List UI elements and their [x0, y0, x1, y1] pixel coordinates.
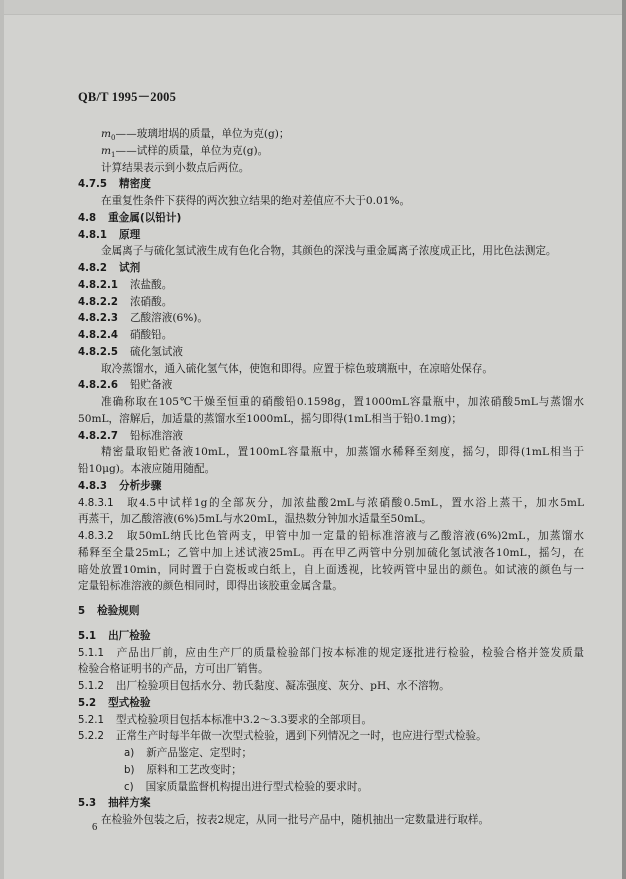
- clause-number: 5.1.2: [78, 681, 104, 692]
- standard-code-header: QB/T 1995－2005: [78, 90, 177, 104]
- variable-definition: [78, 126, 584, 143]
- list-text: 原料和工艺改变时；: [146, 763, 242, 776]
- clause-number: 4.8.2.2: [78, 296, 118, 308]
- clause-text: 浓硝酸。: [129, 295, 173, 308]
- variable-description: ——玻璃坩埚的质量，单位为克(g)；: [115, 128, 290, 140]
- section-number: 5.3: [78, 798, 97, 810]
- clause-number: 5.2.1: [78, 714, 104, 726]
- clause-text: 硫化氢试液: [129, 345, 183, 358]
- section-title: 试剂: [119, 262, 141, 274]
- section-number: 4.7.5: [78, 179, 108, 191]
- section-title: 检验规则: [97, 605, 140, 617]
- clause-text: 取4.5中试样1g的全部灰分，加浓盐酸2mL与浓硝酸0.5mL，置水浴上蒸干，加水5mL: [125, 496, 584, 509]
- clause-text: 出厂检验项目包括水分、勃氏黏度、凝冻强度、灰分、pH、水不溶物。: [115, 680, 450, 692]
- clause: [78, 678, 584, 695]
- section-number: 5.1: [78, 630, 97, 642]
- variable-symbol: $m_0$: [101, 128, 116, 143]
- clause-text: 产品出厂前，应由生产厂的质量检验部门按本标准的规定逐批进行检验，检验合格并签发质量: [115, 646, 584, 659]
- section-number: 4.8.1: [78, 229, 108, 241]
- clause: [78, 712, 584, 729]
- clause-number: 4.8.2.5: [78, 346, 118, 358]
- section-heading: [78, 227, 584, 244]
- clause: [78, 310, 584, 327]
- paragraph: 在重复性条件下获得的两次独立结果的绝对差值应不大于0.01%。: [101, 195, 411, 207]
- paragraph-continuation: 定量铅标准溶液的颜色相同时，即得出该胶重金属含量。: [78, 580, 343, 593]
- scan-left-edge: [0, 0, 4, 879]
- list-marker: a): [124, 748, 135, 759]
- paragraph-continuation: 暗处放置10min，同时置于白瓷板或白纸上，自上面透视，比较两管中显出的颜色。如试液的颜色与一: [78, 563, 584, 576]
- page-number: 6: [92, 822, 98, 833]
- list-marker: c): [124, 781, 134, 793]
- clause-number: 4.8.2.6: [78, 380, 118, 392]
- list-marker: b): [124, 764, 135, 776]
- section-number: 4.8.3: [78, 480, 108, 492]
- section-title: 分析步骤: [119, 479, 162, 492]
- paragraph: 取冷蒸馏水，通入硫化氢气体，使饱和即得。应置于棕色玻璃瓶中，在凉暗处保存。: [101, 362, 493, 375]
- paragraph: 金属离子与硫化氢试液生成有色化合物，其颜色的深浅与重金属离子浓度成正比，用比色法测定。: [101, 245, 557, 258]
- clause-number: 4.8.2.4: [78, 330, 118, 341]
- section-title: 出厂检验: [108, 629, 151, 642]
- subsection-heading: [78, 695, 584, 712]
- section-heading: [78, 478, 584, 495]
- paragraph-continuation: 50mL，溶解后，加适量的蒸馏水至1000mL，摇匀即得(1mL相当于铅0.1mg)；: [78, 412, 463, 425]
- subsection-heading: [78, 795, 584, 812]
- section-number: 5.2: [78, 697, 97, 709]
- scan-top-edge: [0, 0, 626, 15]
- clause: [78, 428, 584, 445]
- clause-continuation: 检验合格证明书的产品，方可出厂销售。: [78, 663, 269, 676]
- clause-text: 浓盐酸。: [129, 278, 173, 291]
- variable-symbol: $m_1$: [101, 144, 116, 159]
- list-item: [78, 745, 584, 762]
- section-number: 5: [78, 606, 86, 617]
- section-number: 4.8.2: [78, 263, 108, 274]
- clause-text: 硝酸铅。: [129, 329, 173, 341]
- clause: [78, 294, 584, 311]
- clause-text: 铅标准溶液: [129, 429, 183, 442]
- clause: [78, 728, 584, 745]
- list-text: 新产品鉴定、定型时；: [146, 747, 253, 759]
- section-title: 型式检验: [108, 696, 151, 709]
- clause-number: 4.8.2.1: [78, 279, 118, 291]
- section-title: 重金属(以铅计): [108, 211, 182, 224]
- section-heading: [78, 176, 584, 193]
- clause: [78, 528, 584, 545]
- clause-text: 取50mL纳氏比色管两支，甲管中加一定量的铅标准溶液与乙酸溶液(6%)2mL，加蒸馏水: [125, 530, 584, 542]
- paragraph: 精密量取铅贮备液10mL，置100mL容量瓶中，加蒸馏水稀释至刻度，摇匀，即得(1mL相当于: [101, 446, 584, 459]
- section-heading: [78, 260, 584, 277]
- paragraph-continuation: 再蒸干，加乙酸溶液(6%)5mL与水20mL，温热数分钟加水适量至50mL。: [78, 513, 432, 526]
- document-page: [78, 86, 584, 829]
- subsection-heading: [78, 628, 584, 645]
- variable-definition: [78, 143, 584, 160]
- clause-number: 5.1.1: [78, 647, 104, 659]
- clause-number: 4.8.2.3: [78, 313, 118, 325]
- section-heading: [78, 210, 584, 227]
- section-number: 4.8: [78, 212, 97, 224]
- list-item: [78, 762, 584, 779]
- section-title: 原理: [119, 228, 141, 241]
- clause-number: 4.8.3.2: [78, 531, 114, 542]
- clause: [78, 377, 584, 394]
- paragraph: 计算结果表示到小数点后两位。: [101, 161, 250, 174]
- section-5: [78, 595, 584, 829]
- variable-description: ——试样的质量，单位为克(g)。: [115, 144, 269, 157]
- paragraph: 准确称取在105℃干燥至恒重的硝酸铅0.1598g，置1000mL容量瓶中，加浓硝酸5mL与蒸馏水: [101, 396, 584, 408]
- paragraph-continuation: 铅10μg)。本液应随用随配。: [78, 463, 216, 475]
- clause: [78, 495, 584, 512]
- clause-text: 正常生产时每半年做一次型式检验，遇到下列情况之一时，也应进行型式检验。: [115, 730, 487, 743]
- clause: [78, 327, 584, 344]
- section-title: 抽样方案: [108, 797, 151, 810]
- clause: [78, 277, 584, 294]
- paragraph-continuation: 稀释至全量25mL；乙管中加上述试液25mL。再在甲乙两管中分别加硫化氢试液各10mL，摇匀，在: [78, 546, 584, 559]
- clause-number: 5.2.2: [78, 731, 104, 743]
- clause-text: 铅贮备液: [129, 379, 173, 392]
- clause: [78, 645, 584, 662]
- document-body: [78, 126, 584, 595]
- scan-right-edge: [622, 0, 626, 879]
- section-heading: [78, 603, 584, 620]
- clause-text: 乙酸溶液(6%)。: [129, 312, 209, 325]
- clause-text: 型式检验项目包括本标准中3.2～3.3要求的全部项目。: [115, 713, 373, 726]
- clause: [78, 344, 584, 361]
- list-item: [78, 779, 584, 796]
- clause-number: 4.8.3.1: [78, 497, 114, 509]
- section-title: 精密度: [119, 178, 151, 191]
- clause-number: 4.8.2.7: [78, 430, 118, 442]
- list-text: 国家质量监督机构提出进行型式检验的要求时。: [145, 780, 369, 793]
- paragraph: 在检验外包装之后，按表2规定，从同一批号产品中，随机抽出一定数量进行取样。: [101, 814, 490, 826]
